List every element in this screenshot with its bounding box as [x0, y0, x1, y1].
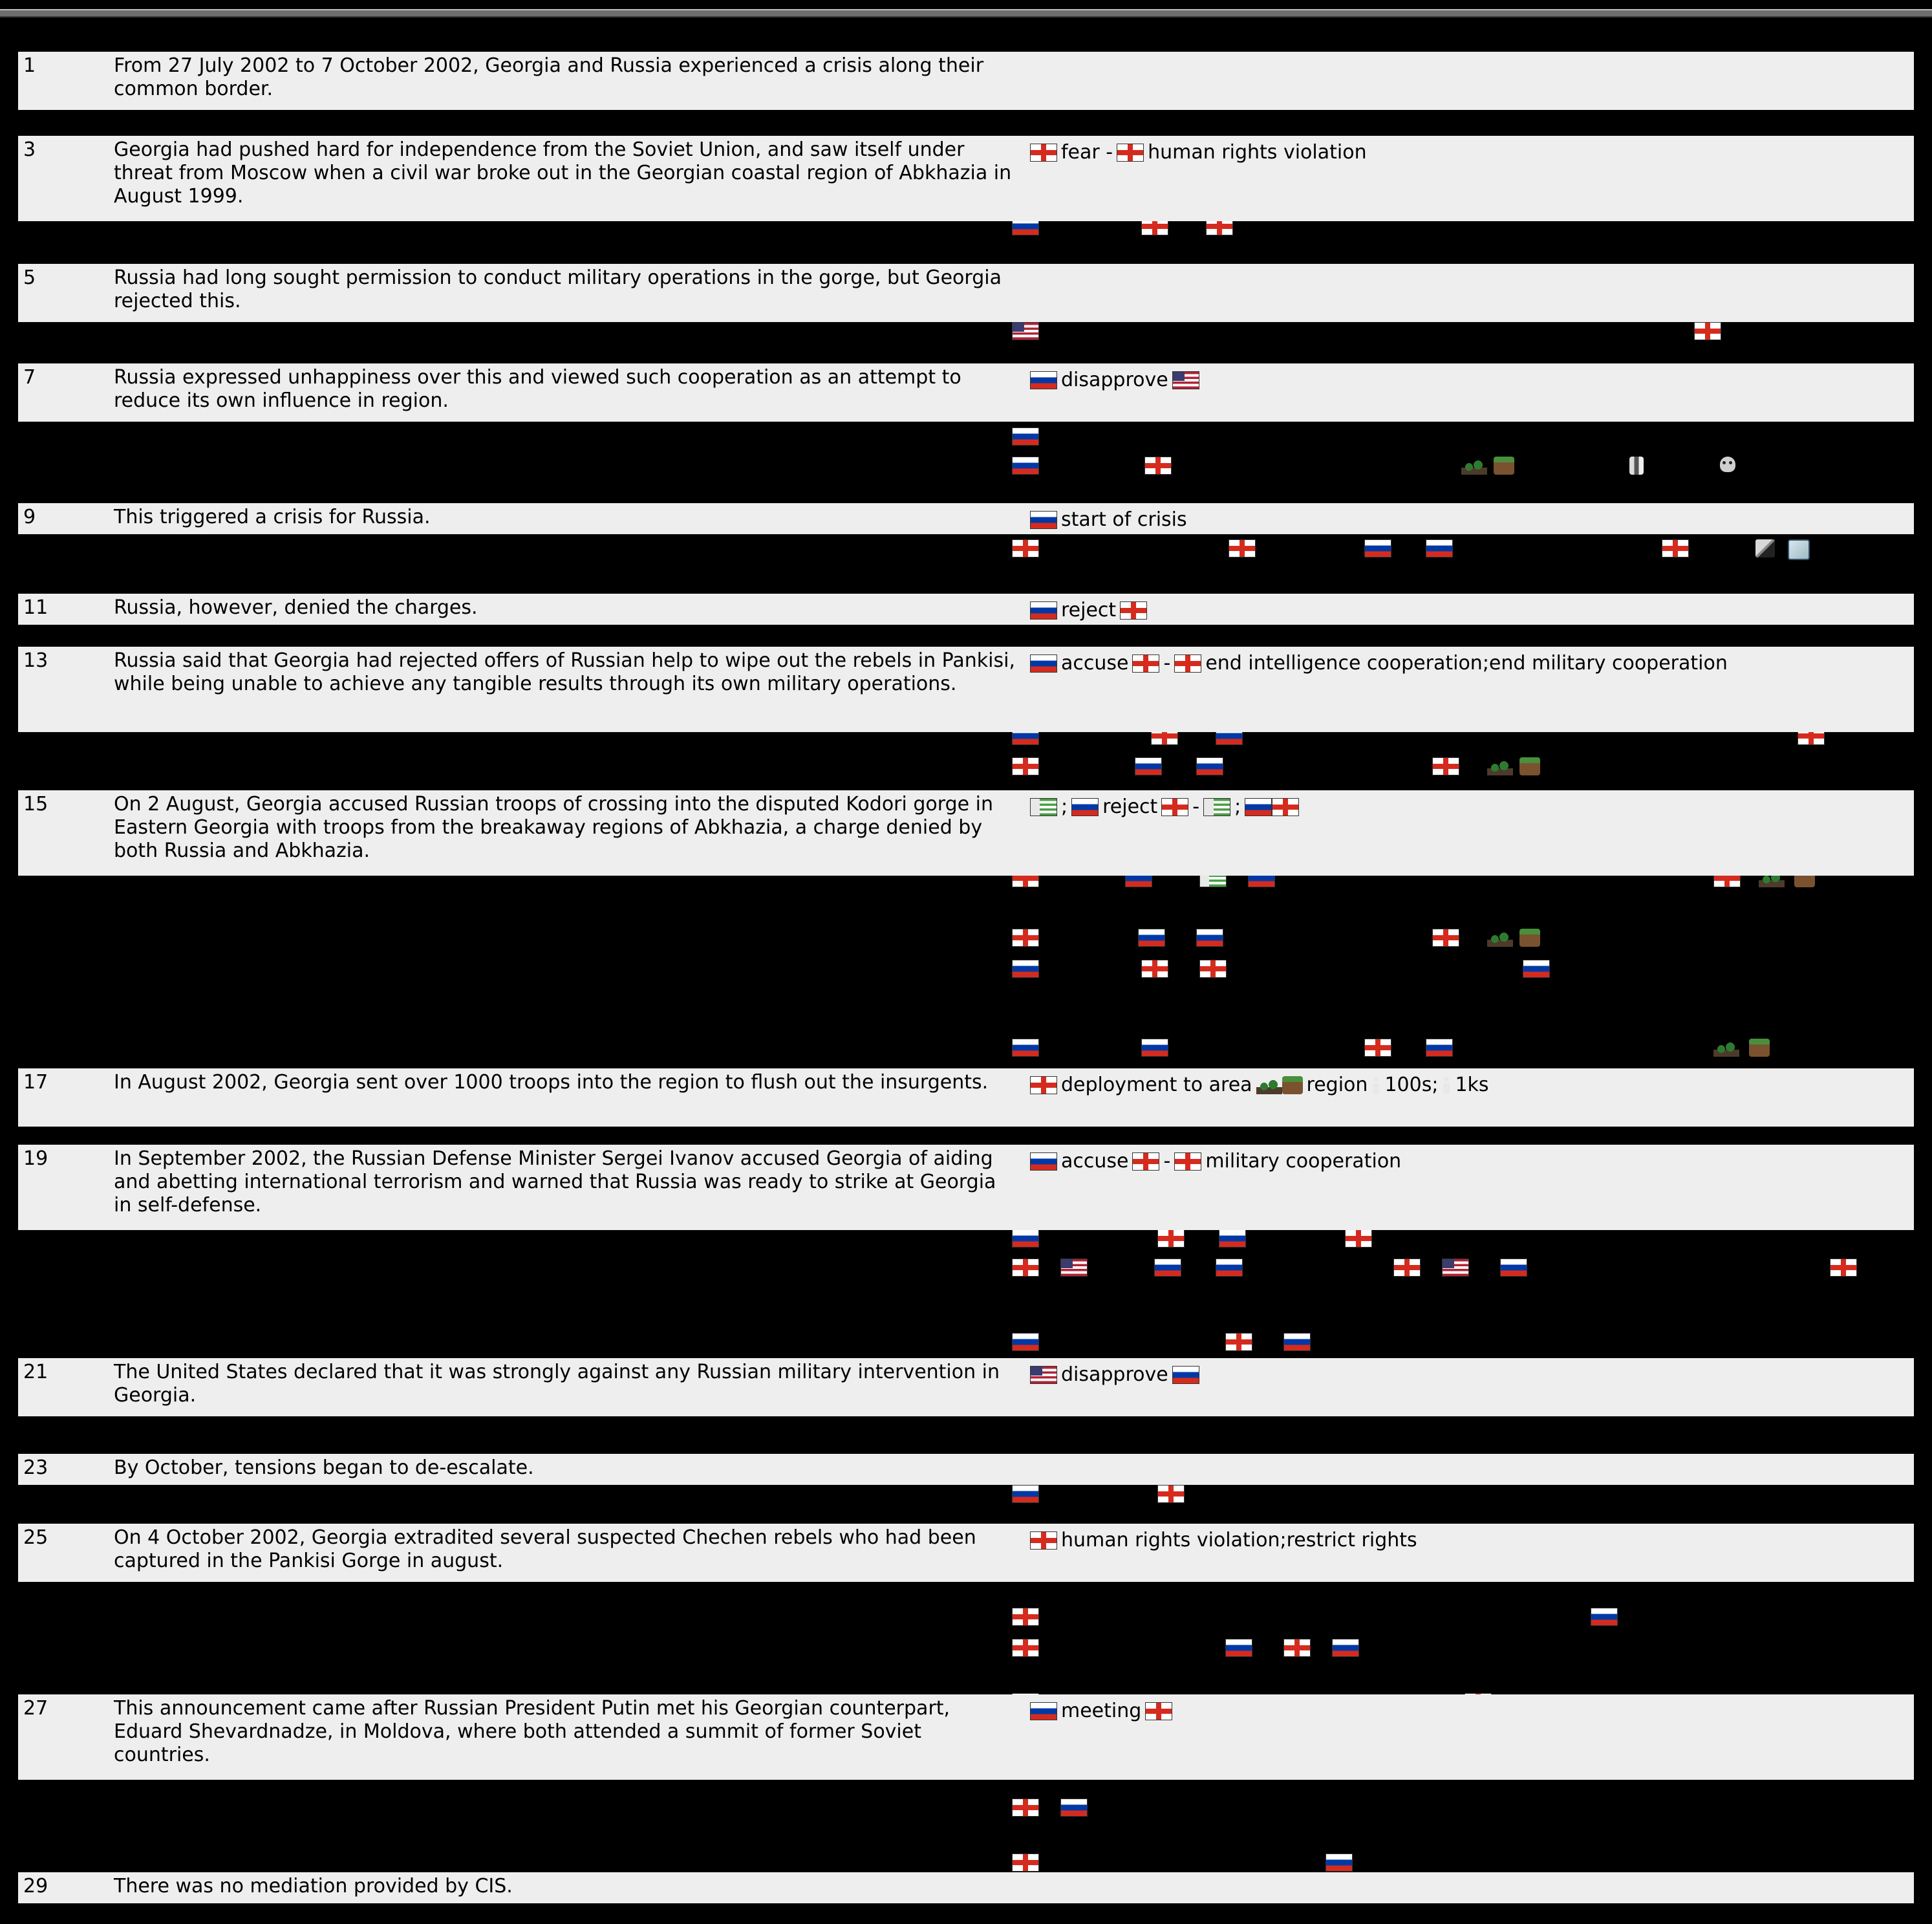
georgia-flag-icon [1157, 1229, 1185, 1248]
annotation-label: ; [1061, 795, 1068, 818]
georgia-flag-icon [1117, 144, 1144, 162]
scrollbar-track[interactable] [0, 9, 1932, 17]
row-number: 15 [23, 793, 48, 816]
row-number: 3 [23, 138, 36, 161]
georgia-flag-icon [1174, 1152, 1201, 1171]
russia-flag-icon [1172, 1366, 1199, 1384]
event-row[interactable] [18, 363, 1914, 422]
dirt-block-icon [1519, 757, 1540, 775]
russia-flag-icon [1364, 539, 1391, 557]
annotation-label: start of crisis [1061, 508, 1187, 531]
event-row[interactable] [18, 1358, 1914, 1416]
russia-flag-icon [1071, 798, 1099, 816]
row-number: 7 [23, 366, 36, 389]
annotation-label: disapprove [1061, 369, 1168, 391]
row-text: Georgia had pushed hard for independence from the Soviet Union, and saw itself under threat from Moscow when a civil war broke out in the Georgian coastal region of Abkhazia in August 1999. [114, 138, 1012, 208]
russia-flag-icon [1138, 929, 1165, 947]
event-row[interactable] [18, 136, 1914, 221]
annotation-label: reject [1061, 599, 1117, 622]
event-row[interactable] [18, 264, 1914, 322]
row-number: 9 [23, 506, 36, 528]
russia-flag-icon [1219, 1229, 1246, 1248]
marker-strip [0, 424, 1932, 452]
row-text: In August 2002, Georgia sent over 1000 troops into the region to flush out the insurgents. [114, 1071, 989, 1094]
georgia-flag-icon [1345, 1229, 1372, 1248]
marker-strip [0, 1255, 1932, 1283]
row-annotation [1030, 1147, 1405, 1176]
row-number: 13 [23, 649, 48, 672]
marker-strip [0, 753, 1932, 782]
row-number: 29 [23, 1875, 48, 1897]
sword-icon [1755, 539, 1775, 557]
georgia-flag-icon [1132, 1152, 1159, 1171]
georgia-flag-icon [1364, 1039, 1391, 1057]
georgia-flag-icon [1694, 322, 1721, 340]
annotation-label: meeting [1061, 1700, 1142, 1722]
row-annotation [1030, 596, 1147, 625]
russia-flag-icon [1141, 1039, 1168, 1057]
russia-flag-icon [1245, 798, 1272, 816]
event-row[interactable] [18, 1694, 1914, 1780]
event-row[interactable] [18, 503, 1914, 534]
russia-flag-icon [1196, 929, 1223, 947]
russia-flag-icon [1426, 539, 1453, 557]
row-number: 1 [23, 54, 36, 77]
usa-flag-icon [1442, 1259, 1469, 1277]
russia-flag-icon [1012, 427, 1039, 446]
georgia-flag-icon [1012, 1854, 1039, 1872]
russia-flag-icon [1060, 1799, 1088, 1817]
russia-flag-icon [1154, 1259, 1181, 1277]
marker-strip [0, 1329, 1932, 1357]
row-annotation [1030, 1361, 1199, 1389]
region-terrain-icon [1256, 1076, 1282, 1094]
georgia-flag-icon [1012, 1799, 1039, 1817]
person-icon [1371, 1076, 1380, 1094]
annotation-label: fear - [1061, 141, 1113, 164]
annotation-label: 1ks [1455, 1074, 1489, 1096]
row-annotation [1030, 366, 1199, 395]
russia-flag-icon [1030, 1702, 1057, 1720]
row-text: This triggered a crisis for Russia. [114, 506, 431, 528]
region-terrain-icon [1713, 1039, 1739, 1057]
row-annotation [1030, 1071, 1493, 1099]
russia-flag-icon [1500, 1259, 1527, 1277]
row-annotation [1030, 1526, 1421, 1555]
georgia-flag-icon [1174, 654, 1201, 673]
row-annotation [1030, 506, 1191, 534]
annotation-label: human rights violation [1148, 141, 1367, 164]
row-text: From 27 July 2002 to 7 October 2002, Georgia and Russia experienced a crisis along their common border. [114, 54, 984, 100]
row-text: Russia, however, denied the charges. [114, 596, 478, 619]
georgia-flag-icon [1141, 960, 1168, 978]
georgia-flag-icon [1012, 929, 1039, 947]
row-number: 21 [23, 1361, 48, 1383]
marker-strip [0, 318, 1932, 347]
russia-flag-icon [1012, 960, 1039, 978]
georgia-flag-icon [1161, 798, 1188, 816]
marker-strip [0, 925, 1932, 953]
event-row[interactable] [18, 647, 1914, 732]
georgia-flag-icon [1229, 539, 1256, 557]
marker-strip [0, 1604, 1932, 1632]
abkhazia-flag-icon [1030, 798, 1057, 816]
russia-flag-icon [1216, 1259, 1243, 1277]
marker-strip [0, 535, 1932, 564]
annotation-label: military cooperation [1205, 1150, 1402, 1173]
georgia-flag-icon [1012, 1608, 1039, 1626]
annotation-label: 100s; [1384, 1074, 1439, 1096]
row-text: Russia had long sought permission to conduct military operations in the gorge, but Georgia rejected this. [114, 266, 1002, 312]
georgia-flag-icon [1030, 144, 1057, 162]
skull-icon [1720, 457, 1735, 472]
georgia-flag-icon [1199, 960, 1227, 978]
russia-flag-icon [1030, 654, 1057, 673]
georgia-flag-icon [1012, 1639, 1039, 1657]
georgia-flag-icon [1272, 798, 1299, 816]
russia-flag-icon [1591, 1608, 1618, 1626]
bottle-icon [1629, 457, 1644, 475]
russia-flag-icon [1196, 757, 1223, 775]
row-number: 5 [23, 266, 36, 289]
georgia-flag-icon [1283, 1639, 1311, 1657]
russia-flag-icon [1225, 1639, 1252, 1657]
marker-strip [0, 1481, 1932, 1509]
russia-flag-icon [1426, 1039, 1453, 1057]
russia-flag-icon [1326, 1854, 1353, 1872]
region-terrain-icon [1487, 929, 1513, 947]
annotation-label: - [1163, 1150, 1171, 1173]
event-row[interactable] [18, 790, 1914, 876]
georgia-flag-icon [1144, 457, 1172, 475]
person-icon [1442, 1076, 1451, 1094]
row-text: On 2 August, Georgia accused Russian troops of crossing into the disputed Kodori gorge in Eastern Georgia with troops from the breakaway regions of Abkhazia, a charge denied by both Russia and Abkhazia. [114, 793, 993, 862]
annotation-label: human rights violation;restrict rights [1061, 1529, 1417, 1551]
georgia-flag-icon [1662, 539, 1689, 557]
event-row[interactable] [18, 594, 1914, 625]
row-number: 23 [23, 1456, 48, 1479]
annotation-label: - [1192, 795, 1200, 818]
row-number: 27 [23, 1697, 48, 1720]
georgia-flag-icon [1120, 601, 1147, 620]
annotation-label: disapprove [1061, 1363, 1168, 1386]
event-row[interactable] [18, 1872, 1914, 1903]
usa-flag-icon [1060, 1259, 1088, 1277]
georgia-flag-icon [1157, 1485, 1185, 1503]
georgia-flag-icon [1432, 929, 1459, 947]
russia-flag-icon [1523, 960, 1550, 978]
row-number: 25 [23, 1526, 48, 1549]
annotation-label: deployment to area [1061, 1074, 1252, 1096]
row-text: On 4 October 2002, Georgia extradited several suspected Chechen rebels who had been captured in the Pankisi Gorge in august. [114, 1526, 976, 1572]
row-text: Russia said that Georgia had rejected offers of Russian help to wipe out the rebels in Pankisi, while being unable to achieve any tangible results through its own military operations. [114, 649, 1015, 695]
annotation-label: reject [1102, 795, 1158, 818]
marker-strip [0, 1035, 1932, 1063]
russia-flag-icon [1030, 511, 1057, 529]
region-terrain-icon [1461, 457, 1487, 475]
georgia-flag-icon [1145, 1702, 1172, 1720]
dirt-block-icon [1749, 1039, 1770, 1057]
annotation-label: accuse [1061, 1150, 1129, 1173]
georgia-flag-icon [1225, 1333, 1252, 1351]
annotation-label: - [1163, 652, 1171, 675]
row-text: There was no mediation provided by CIS. [114, 1875, 513, 1897]
annotation-label: end intelligence cooperation;end military cooperation [1205, 652, 1728, 675]
annotation-label: region [1306, 1074, 1368, 1096]
russia-flag-icon [1012, 1333, 1039, 1351]
georgia-flag-icon [1432, 757, 1459, 775]
russia-flag-icon [1012, 1229, 1039, 1248]
event-row[interactable] [18, 1524, 1914, 1582]
row-number: 11 [23, 596, 48, 619]
row-annotation [1030, 793, 1299, 821]
annotation-label: accuse [1061, 652, 1129, 675]
russia-flag-icon [1012, 1039, 1039, 1057]
row-annotation [1030, 649, 1732, 678]
georgia-flag-icon [1132, 654, 1159, 673]
russia-flag-icon [1030, 1152, 1057, 1171]
row-text: This announcement came after Russian President Putin met his Georgian counterpart, Eduard Shevardnadze, in Moldova, where both attended a summit of former Soviet countries. [114, 1697, 950, 1766]
row-text: Russia expressed unhappiness over this and viewed such cooperation as an attempt to reduce its own influence in region. [114, 366, 961, 412]
georgia-flag-icon [1393, 1259, 1421, 1277]
georgia-flag-icon [1030, 1076, 1057, 1094]
row-text: In September 2002, the Russian Defense Minister Sergei Ivanov accused Georgia of aiding and abetting international terrorism and warned that Russia was ready to strike at Georgia in self-defense. [114, 1147, 996, 1216]
georgia-flag-icon [1012, 1259, 1039, 1277]
row-annotation [1030, 138, 1371, 167]
abkhazia-flag-icon [1203, 798, 1230, 816]
georgia-flag-icon [1830, 1259, 1857, 1277]
box-icon [1788, 539, 1810, 560]
dirt-block-icon [1494, 457, 1514, 475]
russia-flag-icon [1030, 371, 1057, 389]
event-row[interactable] [18, 1068, 1914, 1127]
row-text: The United States declared that it was strongly against any Russian military intervention in Georgia. [114, 1361, 1000, 1407]
russia-flag-icon [1012, 457, 1039, 475]
marker-strip [0, 1635, 1932, 1663]
annotation-label: ; [1234, 795, 1241, 818]
row-text: By October, tensions began to de-escalate. [114, 1456, 534, 1479]
dirt-block-icon [1519, 929, 1540, 947]
russia-flag-icon [1332, 1639, 1359, 1657]
region-terrain-icon [1487, 757, 1513, 775]
row-annotation [1030, 1697, 1172, 1725]
marker-strip [0, 1795, 1932, 1823]
georgia-flag-icon [1012, 539, 1039, 557]
row-number: 17 [23, 1071, 48, 1094]
dirt-block-icon [1282, 1076, 1303, 1094]
event-row[interactable] [18, 52, 1914, 110]
georgia-flag-icon [1030, 1531, 1057, 1550]
marker-strip [0, 956, 1932, 984]
usa-flag-icon [1172, 371, 1199, 389]
russia-flag-icon [1135, 757, 1162, 775]
russia-flag-icon [1283, 1333, 1311, 1351]
event-row[interactable] [18, 1145, 1914, 1230]
russia-flag-icon [1012, 1485, 1039, 1503]
usa-flag-icon [1012, 322, 1039, 340]
row-number: 19 [23, 1147, 48, 1170]
marker-strip [0, 453, 1932, 481]
georgia-flag-icon [1012, 757, 1039, 775]
window-top-bar [0, 0, 1932, 18]
usa-flag-icon [1030, 1366, 1057, 1384]
event-row[interactable] [18, 1454, 1914, 1485]
russia-flag-icon [1030, 601, 1057, 620]
